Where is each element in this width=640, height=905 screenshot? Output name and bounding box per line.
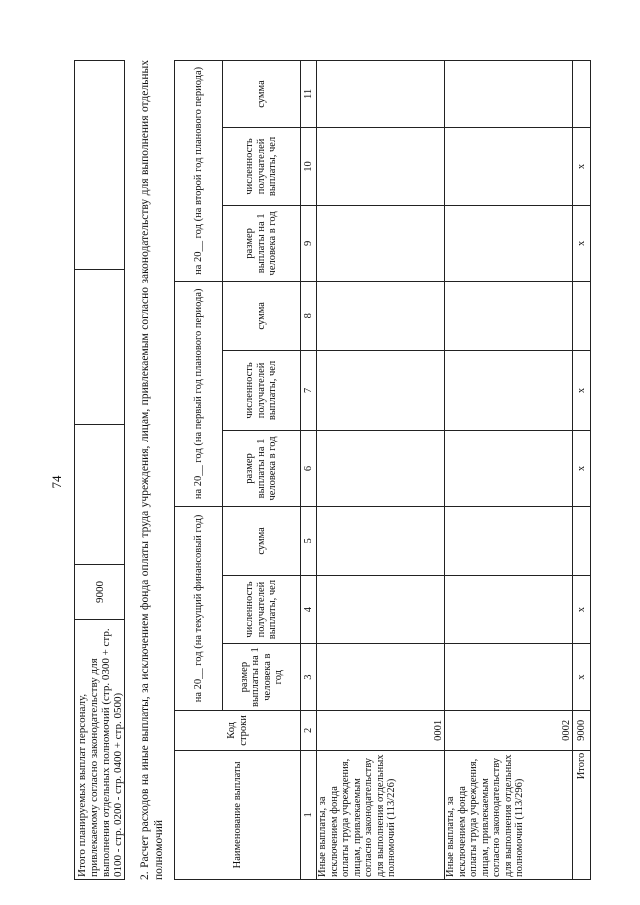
table-row xyxy=(445,61,573,880)
col-number: 7 xyxy=(301,350,317,430)
header-count-2: численность получателей выплаты, чел xyxy=(223,350,301,430)
header-size-1: размер выплаты на 1 человека в год xyxy=(223,644,301,711)
header-period-1: на 20__ год (на текущий финансовый год) xyxy=(175,506,223,710)
header-sum-2: сумма xyxy=(223,281,301,350)
total-x: x xyxy=(573,350,591,430)
row-name: Иные выплаты, за исключением фонда оплаты труда учреждения, лицам, привлекаемым согласно законодательству для выполнения отдельных полномочий (113/226) xyxy=(317,750,445,879)
total-x: x xyxy=(573,575,591,643)
row-code: 0002 xyxy=(445,711,573,751)
header-sum-1: сумма xyxy=(223,506,301,575)
expenses-table xyxy=(174,60,591,880)
header-period-3: на 20__ год (на второй год планового периода) xyxy=(175,61,223,282)
total-x: x xyxy=(573,644,591,711)
page-number: 74 xyxy=(49,475,64,489)
summary-code: 9000 xyxy=(75,565,125,620)
total-x: x xyxy=(573,127,591,205)
total-label: Итого xyxy=(573,750,591,879)
summary-value-1 xyxy=(75,425,125,565)
summary-table xyxy=(74,60,125,880)
col-number: 11 xyxy=(301,61,317,128)
header-period-2: на 20__ год (на первый год планового периода) xyxy=(175,281,223,506)
summary-value-3 xyxy=(75,61,125,270)
col-number: 4 xyxy=(301,575,317,643)
total-x: x xyxy=(573,205,591,281)
col-number: 10 xyxy=(301,127,317,205)
rotated-page xyxy=(74,60,614,880)
row-name: Иные выплаты, за исключением фонда оплаты труда учреждения, лицам, привлекаемым согласно законодательству для выполнения отдельных полномочий (113/296) xyxy=(445,750,573,879)
total-x: x xyxy=(573,431,591,507)
header-code: Код строки xyxy=(175,711,301,751)
total-code: 9000 xyxy=(573,711,591,751)
col-number: 1 xyxy=(301,750,317,879)
col-number: 9 xyxy=(301,205,317,281)
header-size-2: размер выплаты на 1 человека в год xyxy=(223,431,301,507)
col-number: 5 xyxy=(301,506,317,575)
header-size-3: размер выплаты на 1 человека в год xyxy=(223,205,301,281)
header-name: Наименование выплаты xyxy=(175,750,301,879)
header-count-1: численность получателей выплаты, чел xyxy=(223,575,301,643)
header-sum-3: сумма xyxy=(223,61,301,128)
col-number: 8 xyxy=(301,281,317,350)
row-code: 0001 xyxy=(317,711,445,751)
header-count-3: численность получателей выплаты, чел xyxy=(223,127,301,205)
total-row xyxy=(573,61,591,880)
table-row xyxy=(317,61,445,880)
summary-value-2 xyxy=(75,270,125,425)
col-number: 2 xyxy=(301,711,317,751)
summary-label: Итого планируемых выплат персоналу, привлекаемому согласно законодательству для выполнения отдельных полномочий (стр. 0300 + стр. 0100 - стр. 0200 - стр. 0400 + стр. 0500) xyxy=(75,620,125,880)
col-number: 3 xyxy=(301,644,317,711)
section-caption: 2. Расчет расходов на иные выплаты, за исключением фонда оплаты труда учреждения, лицам, привлекаемым согласно законодательству для выполнения отдельных полномочий xyxy=(139,60,165,880)
col-number: 6 xyxy=(301,431,317,507)
